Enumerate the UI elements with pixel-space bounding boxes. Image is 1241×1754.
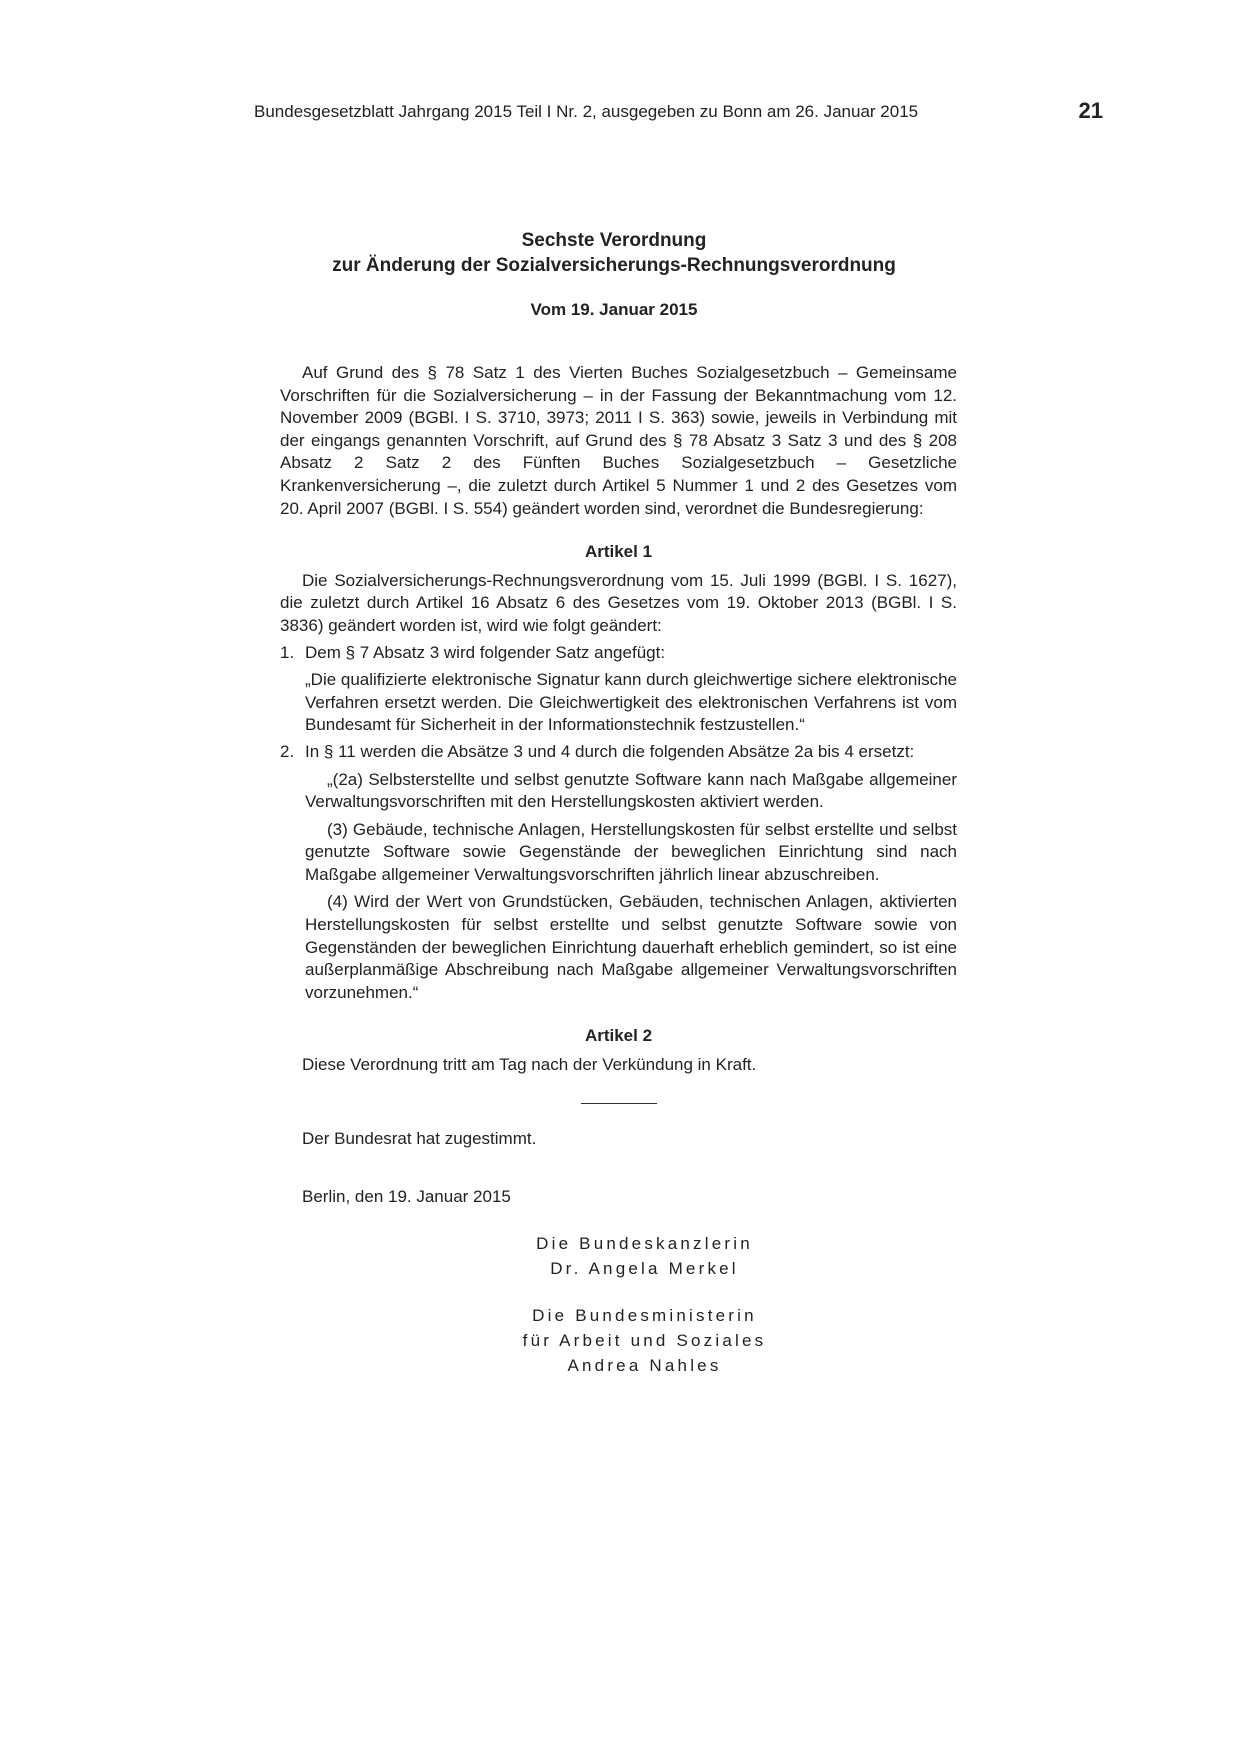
- quoted-amendment: [280, 769, 957, 1005]
- signature-block: [280, 1231, 957, 1378]
- quoted-paragraph: (3) Gebäude, technische Anlagen, Herstellungskosten für selbst erstellte und selbst genutzte Software sowie Gegenstände der beweglichen Einrichtung sind nach Maßgabe allgemeiner Verwaltungsvorschriften jährlich linear abzuschreiben.: [305, 819, 957, 884]
- bundesrat-consent: Der Bundesrat hat zugestimmt.: [302, 1128, 537, 1148]
- signatory-name: Dr. Angela Merkel: [550, 1258, 739, 1278]
- quoted-paragraph: „Die qualifizierte elektronische Signatur kann durch gleichwertige sichere elektronische Verfahren ersetzt werden. Die Gleichwertigkeit des elektronischen Verfahrens ist vom Bundesamt für Sicherheit in der Informationstechnik festzustellen.“: [305, 670, 958, 735]
- list-item-text: In § 11 werden die Absätze 3 und 4 durch die folgenden Absätze 2a bis 4 ersetzt:: [305, 741, 915, 761]
- signatory-title: für Arbeit und Soziales: [522, 1330, 767, 1350]
- article-2-heading: Artikel 2: [584, 1026, 653, 1046]
- document-title-line-2: zur Änderung der Sozialversicherungs-Rechnungsverordnung: [332, 255, 896, 276]
- signatory-name: Andrea Nahles: [567, 1355, 722, 1375]
- chancellor-signature: [332, 1231, 957, 1281]
- quoted-amendment: [280, 669, 957, 737]
- place-and-date: Berlin, den 19. Januar 2015: [302, 1187, 511, 1207]
- signatory-title: Die Bundesministerin: [532, 1305, 757, 1325]
- preamble: Auf Grund des § 78 Satz 1 des Vierten Buches Sozialgesetzbuch – Gemeinsame Vorschriften für die Sozialversicherung – in der Fassung der Bekanntmachung vom 12. November 2009 (BGBl. I S. 3710, 3973; 2011 I S. 363) sowie, jeweils in Verbindung mit der eingangs genannten Vorschrift, auf Grund des § 78 Absatz 3 Satz 3 und des § 208 Absatz 2 Satz 2 des Fünften Buches Sozialgesetzbuch – Gesetzliche Krankenversicherung –, die zuletzt durch Artikel 5 Nummer 1 und 2 des Gesetzes vom 20. April 2007 (BGBl. I S. 554) geändert worden sind, verordnet die Bundesregierung:: [280, 363, 957, 518]
- page-header: [254, 98, 1103, 127]
- quoted-paragraph: (4) Wird der Wert von Grundstücken, Gebäuden, technischen Anlagen, aktivierten Herstellungskosten für selbst erstellte und selbst genutzte Software sowie von Gegenständen der beweglichen Einrichtung dauerhaft erheblich gemindert, so ist eine außerplanmäßige Abschreibung nach Maßgabe allgemeiner Verwaltungsvorschriften vorzunehmen.“: [305, 892, 957, 1002]
- article-2-text: Diese Verordnung tritt am Tag nach der Verkündung in Kraft.: [302, 1055, 757, 1075]
- journal-header: Bundesgesetzblatt Jahrgang 2015 Teil I Nr. 2, ausgegeben zu Bonn am 26. Januar 2015: [254, 102, 919, 121]
- list-item-text: Dem § 7 Absatz 3 wird folgender Satz angefügt:: [305, 642, 666, 662]
- list-item-number: 2.: [280, 741, 295, 761]
- section-divider: [581, 1103, 657, 1104]
- minister-signature: [332, 1303, 957, 1378]
- document-title-line-1: Sechste Verordnung: [521, 230, 707, 251]
- list-item: [280, 642, 957, 665]
- document-body: [280, 362, 957, 1400]
- signatory-title: Die Bundeskanzlerin: [536, 1233, 753, 1253]
- list-item: [280, 741, 957, 764]
- article-1-intro: Die Sozialversicherungs-Rechnungsverordnung vom 15. Juli 1999 (BGBl. I S. 1627), die zuletzt durch Artikel 16 Absatz 6 des Gesetzes vom 19. Oktober 2013 (BGBl. I S. 3836) geändert worden ist, wird wie folgt geändert:: [280, 570, 957, 635]
- article-1-heading: Artikel 1: [584, 542, 653, 562]
- list-item-number: 1.: [280, 642, 295, 662]
- quoted-paragraph: „(2a) Selbsterstellte und selbst genutzte Software kann nach Maßgabe allgemeiner Verwaltungsvorschriften mit den Herstellungskosten aktiviert werden.: [305, 769, 957, 812]
- title-block: [254, 228, 974, 321]
- document-date: Vom 19. Januar 2015: [530, 300, 698, 319]
- page-number: 21: [1078, 98, 1103, 123]
